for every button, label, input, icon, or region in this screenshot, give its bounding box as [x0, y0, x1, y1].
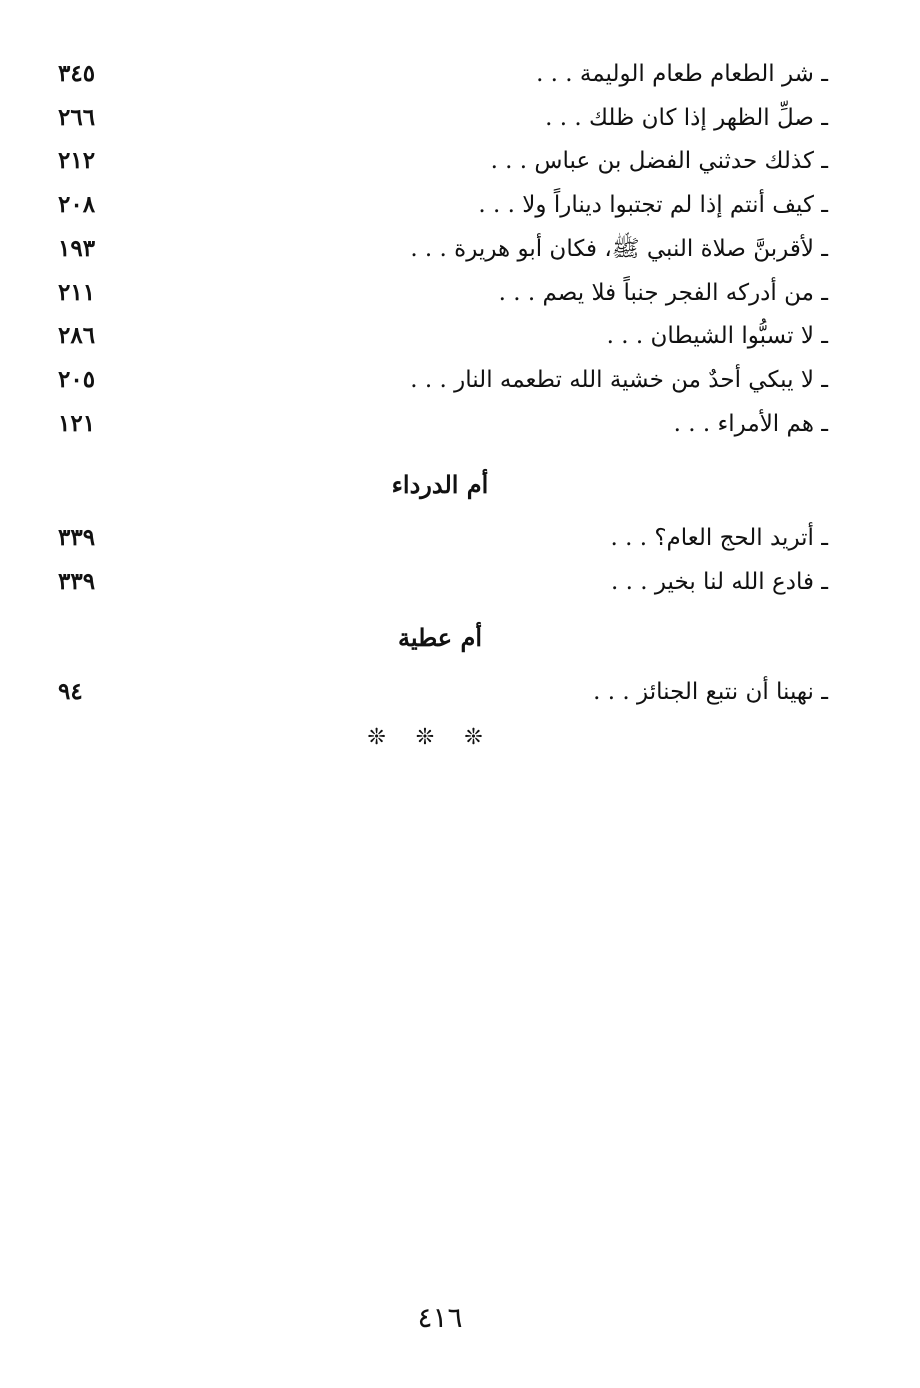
index-entry	[40, 562, 840, 602]
entry-page-number: ٢١١	[58, 279, 96, 306]
entry-page-number: ١٩٣	[58, 235, 96, 262]
index-entry	[40, 404, 840, 444]
entry-page-number: ٢١٢	[58, 147, 96, 174]
entry-page-number: ٢٦٦	[58, 104, 96, 131]
entry-page-number: ٢٠٥	[58, 366, 96, 393]
index-entry	[40, 185, 840, 225]
entry-page-number: ٩٤	[58, 678, 83, 705]
section-heading: أم الدرداء	[391, 470, 489, 499]
entry-page-number: ٢٠٨	[58, 191, 96, 218]
entry-page-number: ٣٣٩	[58, 524, 96, 551]
entry-page-number: ١٢١	[58, 410, 96, 437]
entry-text: ـ شر الطعام طعام الوليمة . . .	[536, 61, 828, 87]
index-entry	[40, 518, 840, 558]
section-heading: أم عطية	[398, 623, 482, 652]
entry-text: ـ فادع الله لنا بخير . . .	[611, 569, 828, 595]
separator-stars: ❊❊❊	[367, 725, 513, 750]
entry-text: ـ لا تسبُّوا الشيطان . . .	[606, 323, 828, 349]
entry-page-number: ٣٤٥	[58, 60, 96, 87]
index-entry	[40, 229, 840, 269]
entry-text: ـ لأقربنَّ صلاة النبي ﷺ، فكان أبو هريرة . . .	[410, 236, 828, 262]
index-entry	[40, 141, 840, 181]
index-entry	[40, 672, 840, 712]
entry-text: ـ لا يبكي أحدٌ من خشية الله تطعمه النار . . .	[410, 367, 828, 393]
index-entry	[40, 316, 840, 356]
entry-text: ـ هم الأمراء . . .	[673, 411, 828, 437]
entry-text: ـ من أدركه الفجر جنباً فلا يصم . . .	[498, 280, 828, 306]
entry-text: ـ كذلك حدثني الفضل بن عباس . . .	[490, 148, 828, 174]
entry-page-number: ٢٨٦	[58, 322, 96, 349]
page-number: ٤١٦	[417, 1301, 463, 1334]
entry-text: ـ نهينا أن نتبع الجنائز . . .	[593, 679, 828, 705]
index-entry	[40, 98, 840, 138]
index-entry	[40, 54, 840, 94]
entry-text: ـ أتريد الحج العام؟ . . .	[610, 525, 828, 551]
index-entry	[40, 273, 840, 313]
entry-text: ـ صلِّ الظهر إذا كان ظلك . . .	[545, 105, 828, 131]
entry-page-number: ٣٣٩	[58, 568, 96, 595]
index-entry	[40, 360, 840, 400]
entry-text: ـ كيف أنتم إذا لم تجتبوا ديناراً ولا . . .	[478, 192, 828, 218]
